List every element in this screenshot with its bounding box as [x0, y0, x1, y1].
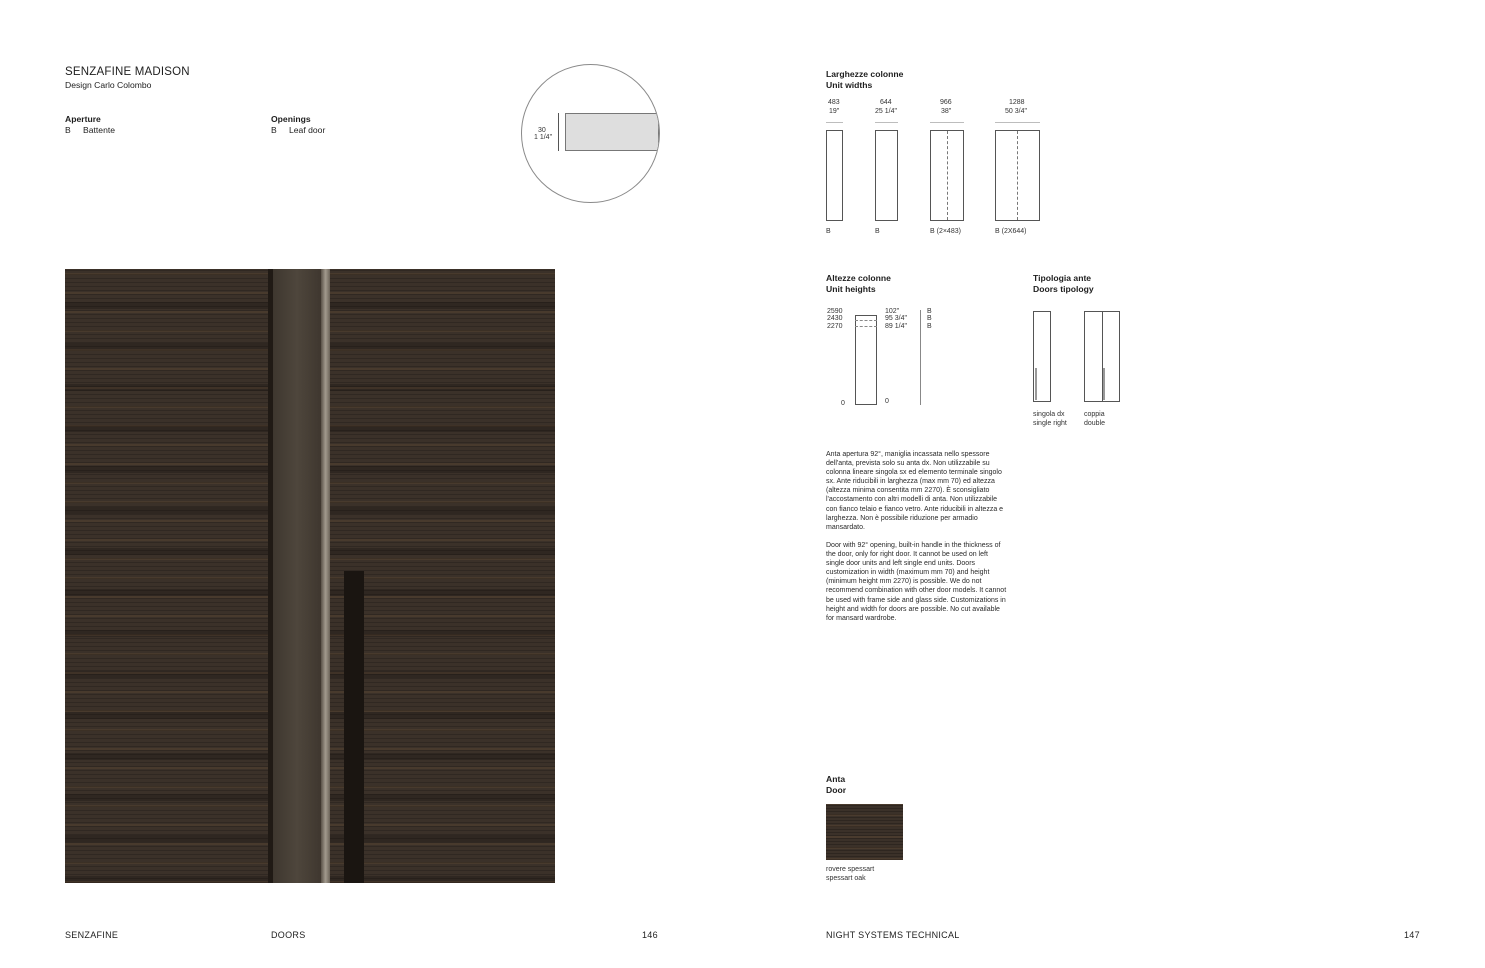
page-number-right: 147 [1404, 930, 1420, 940]
height-inch: 89 1/4" [885, 323, 907, 330]
height-mm: 2590 [827, 308, 843, 315]
finish-name-en: spessart oak [826, 875, 866, 882]
height-dimension-line [920, 310, 921, 405]
aperture-code: B [65, 125, 71, 135]
handle-mark [1103, 368, 1105, 400]
recessed-handle [344, 571, 364, 883]
height-mm: 2430 [827, 315, 843, 322]
finish-heading-it: Anta [826, 774, 846, 784]
typology-single-right [1033, 311, 1051, 402]
unit-widths-heading-en: Unit widths [826, 80, 873, 90]
height-code: B [927, 308, 932, 315]
width-rule [995, 122, 1040, 123]
width-mm: 483 [828, 99, 840, 106]
width-rule [875, 122, 898, 123]
description-en: Door with 92° opening, built-in handle in the thickness of the door, only for right door. It cannot be used on left single door units and left single end units. Doors customization in width (maximum mm 70) and height (minimum height mm 2270) is possible. We do not recommend combination with other door models. It cannot be used with frame side and glass side. Customizations in height and width for doors are possible. No cut available for mansard wardrobe. [826, 542, 1007, 622]
aperture-heading: Aperture [65, 114, 101, 124]
footer-section-right: NIGHT SYSTEMS TECHNICAL [826, 930, 960, 940]
width-label: B [875, 228, 880, 235]
width-mm: 644 [880, 99, 892, 106]
height-2430-line [855, 320, 877, 321]
height-code: B [927, 323, 932, 330]
thickness-dimension-line [558, 113, 559, 151]
designer-credit: Design Carlo Colombo [65, 80, 152, 90]
width-inch: 38" [941, 108, 952, 115]
finish-heading-en: Door [826, 785, 847, 795]
width-inch: 19" [829, 108, 840, 115]
door-edge [273, 269, 321, 883]
door-typology-heading-en: Doors tipology [1033, 284, 1094, 294]
product-title: SENZAFINE MADISON [65, 66, 190, 78]
height-inch: 95 3/4" [885, 315, 907, 322]
split-line [947, 131, 948, 220]
unit-heights-heading-en: Unit heights [826, 284, 876, 294]
width-mm: 966 [940, 99, 952, 106]
openings-value: Leaf door [289, 125, 326, 135]
unit-width-483 [826, 130, 843, 221]
wood-finish-swatch [826, 804, 903, 860]
unit-height-outline [855, 315, 877, 405]
width-label: B (2X644) [995, 228, 1027, 235]
typology-double [1084, 311, 1120, 402]
aperture-value: Battente [83, 125, 116, 135]
width-mm: 1288 [1009, 99, 1025, 106]
height-2270-line [855, 326, 877, 327]
openings-code: B [271, 125, 277, 135]
unit-widths-heading-it: Larghezze colonne [826, 69, 904, 79]
door-typology-heading-it: Tipologia ante [1033, 273, 1092, 283]
width-rule [826, 122, 843, 123]
footer-category: DOORS [271, 930, 306, 940]
description-it: Anta apertura 92°, maniglia incassata nello spessore dell'anta, prevista solo su anta dx. Non utilizzabile su colonna lineare singola sx ed elemento terminale singolo sx. Ante riducibili in larghezza (max mm 70) ed altezza (altezza minima consentita mm 2270). È sconsigliato l'accostamento con altri modelli di anta. Non utilizzabile con fianco telaio e fianco vetro. Ante riducibili in altezza e larghezza. Non è possibile riduzione per armadio mansardato. [826, 451, 1004, 531]
page-number-left: 146 [642, 930, 658, 940]
metal-profile [321, 269, 330, 883]
unit-width-644 [875, 130, 898, 221]
handle-mark [1035, 368, 1037, 400]
height-zero-left: 0 [841, 400, 845, 407]
width-inch: 25 1/4" [875, 108, 897, 115]
height-inch: 102" [885, 308, 900, 315]
thickness-detail-circle [521, 64, 660, 203]
typology-label-en: single right [1033, 420, 1067, 427]
split-line [1017, 131, 1018, 220]
width-label: B (2×483) [930, 228, 961, 235]
height-zero-right: 0 [885, 398, 889, 405]
width-rule [930, 122, 964, 123]
typology-label-it: coppia [1084, 411, 1105, 418]
thickness-inch: 1 1/4" [534, 134, 553, 141]
height-code: B [927, 315, 932, 322]
door-section-profile [565, 113, 659, 151]
thickness-mm: 30 [538, 127, 546, 134]
openings-heading: Openings [271, 114, 311, 124]
door-photo [65, 269, 555, 883]
typology-label-en: double [1084, 420, 1106, 427]
width-inch: 50 3/4" [1005, 108, 1027, 115]
typology-label-it: singola dx [1033, 411, 1065, 418]
footer-section: SENZAFINE [65, 930, 119, 940]
finish-name-it: rovere spessart [826, 866, 875, 873]
unit-heights-heading-it: Altezze colonne [826, 273, 891, 283]
width-label: B [826, 228, 831, 235]
height-mm: 2270 [827, 323, 843, 330]
